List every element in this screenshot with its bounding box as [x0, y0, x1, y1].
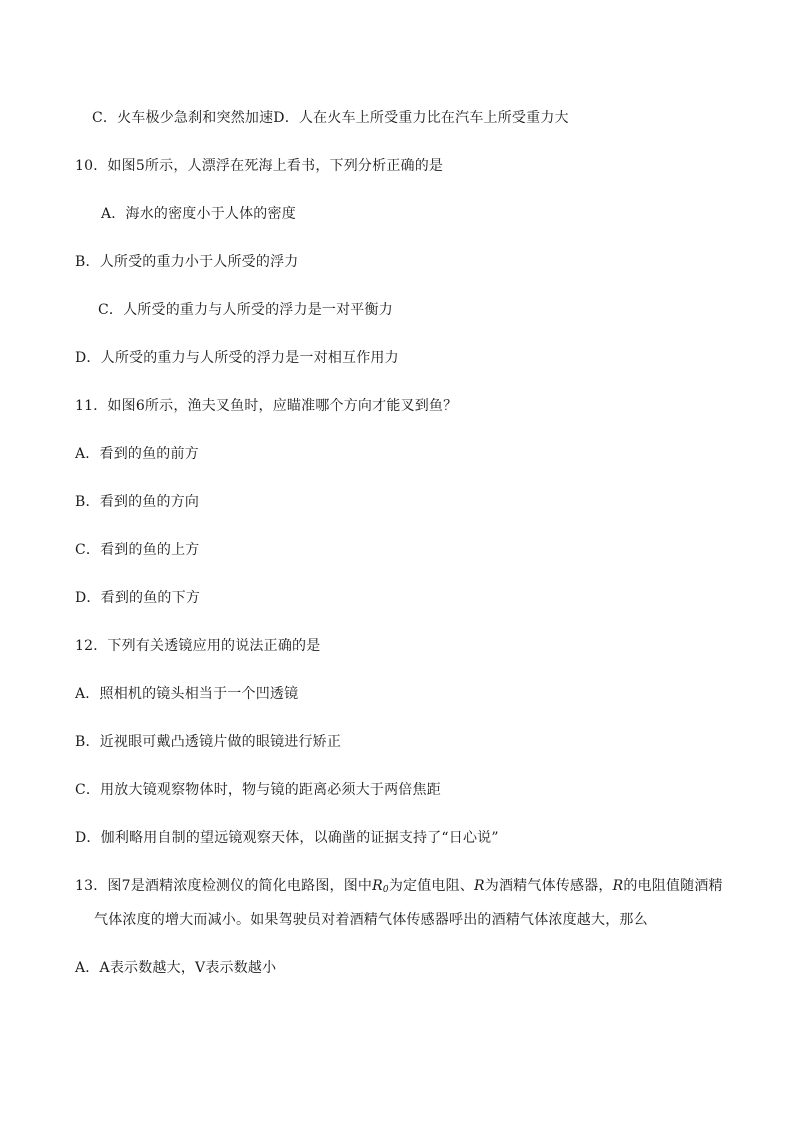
option-11a: A．看到的鱼的前方 [75, 446, 199, 462]
option-12a: A．照相机的镜头相当于一个凹透镜 [75, 686, 299, 702]
question-13 [75, 876, 723, 900]
q13-text-3: 为酒精气体传感器， [484, 878, 613, 894]
option-11b: B．看到的鱼的方向 [75, 494, 200, 510]
question-10: 10．如图5所示，人漂浮在死海上看书，下列分析正确的是 [75, 158, 444, 174]
line-9c: C．火车极少急刹和突然加速D．人在火车上所受重力比在汽车上所受重力大 [92, 110, 569, 126]
option-10b: B．人所受的重力小于人所受的浮力 [75, 254, 299, 270]
q13-text-1: 13．图7是酒精浓度检测仪的简化电路图，图中 [75, 878, 373, 894]
q13-text-4: 的电阻值随酒精 [623, 878, 723, 894]
option-11c: C．看到的鱼的上方 [75, 542, 200, 558]
r-symbol-2: R [612, 878, 624, 894]
option-12b: B．近视眼可戴凸透镜片做的眼镜进行矫正 [75, 734, 342, 750]
r0-symbol: $R_0$ [372, 878, 389, 895]
option-12c: C．用放大镜观察物体时，物与镜的距离必须大于两倍焦距 [75, 782, 441, 798]
question-13-line-2: 气体浓度的增大而减小。如果驾驶员对着酒精气体传感器呼出的酒精气体浓度越大，那么 [94, 912, 648, 928]
option-11d: D．看到的鱼的下方 [75, 590, 201, 606]
option-13a: A．A表示数越大，V表示数越小 [75, 960, 277, 976]
option-12d: D．伽利略用自制的望远镜观察天体，以确凿的证据支持了“日心说” [75, 830, 499, 846]
question-11: 11．如图6所示，渔夫叉鱼时，应瞄准哪个方向才能叉到鱼？ [75, 398, 458, 414]
option-10c: C．人所受的重力与人所受的浮力是一对平衡力 [98, 302, 393, 318]
q13-text-2: 为定值电阻、 [388, 878, 475, 894]
option-10a: A．海水的密度小于人体的密度 [101, 206, 296, 222]
question-12: 12．下列有关透镜应用的说法正确的是 [75, 638, 321, 654]
r-symbol: R [474, 878, 485, 894]
option-10d: D．人所受的重力与人所受的浮力是一对相互作用力 [75, 350, 399, 366]
